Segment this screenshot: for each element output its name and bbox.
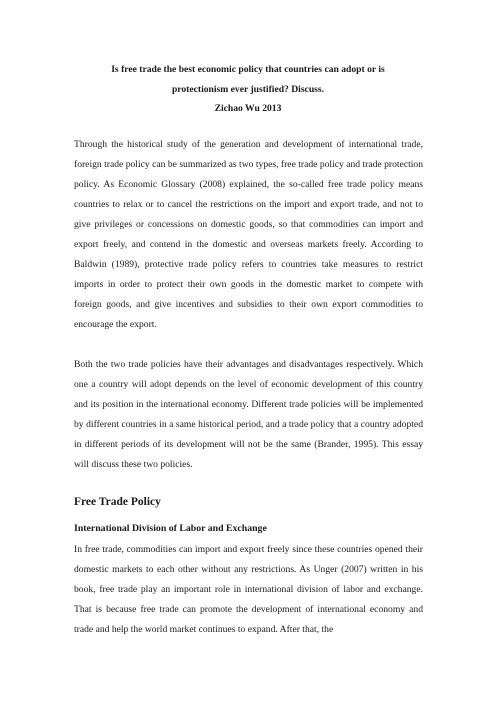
title-line-1: Is free trade the best economic policy that countries can adopt or is: [111, 64, 385, 75]
paragraph-1: Through the historical study of the generation and development of international trade, foreign trade policy can be summarized as two types, free trade policy and trade protection policy. As Economic Glossary (2008) explained, the so-called free trade policy means countries to relax or to cancel the restrictions on the import and export trade, and not to give privileges or concessions on domestic goods, so that commodities can import and export freely, and contend in the domestic and overseas markets freely. According to Baldwin (1989), protective trade policy refers to countries take measures to restrict imports in order to protect their own goods in the domestic market to compete with foreign goods, and give incentives and subsidies to their own export commodities to encourage the export.: [74, 139, 423, 330]
paragraph-3: In free trade, commodities can import and export freely since these countries opened their domestic markets to each other without any restrictions. As Unger (2007) written in his book, free trade play an important role in international division of labor and exchange. That is because free trade can promote the development of international economy and trade and help the world market continues to expand. After that, the: [74, 544, 423, 635]
author-line: Zichao Wu 2013: [214, 103, 282, 114]
title-line-2: protectionism ever justified? Discuss.: [171, 84, 325, 95]
section-heading: Free Trade Policy: [74, 496, 161, 508]
paragraph-2: Both the two trade policies have their advantages and disadvantages respectively. Which one a country will adopt depends on the level of economic development of this country and its position in the international economy. Different trade policies will be implemented by different countries in a same historical period, and a trade policy that a country adopted in different periods of its development will not be the same (Brander, 1995). This essay will discuss these two policies.: [74, 359, 423, 470]
subsection-heading: International Division of Labor and Exchange: [74, 523, 267, 534]
